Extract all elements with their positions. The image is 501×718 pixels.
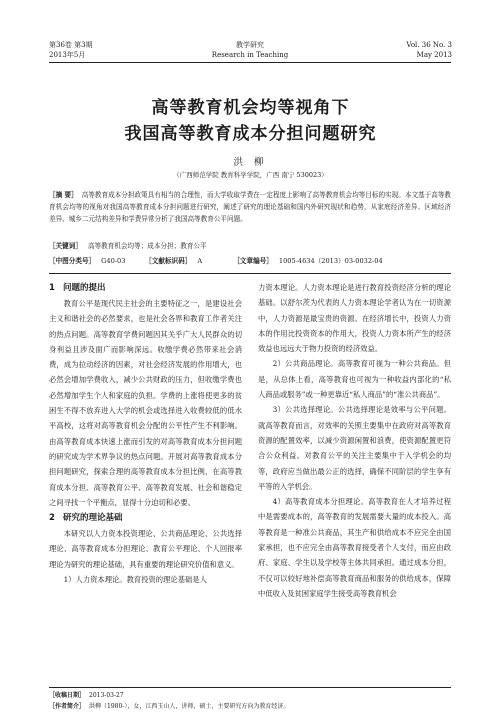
- section-title-2: 研究的理论基础: [63, 513, 123, 524]
- section-heading-1: [49, 280, 242, 296]
- keywords-text: 高等教育机会均等；成本分担；教育公平: [87, 242, 207, 250]
- header-rule: [49, 62, 451, 63]
- author-affiliation: （广西师范学院 教育科学学院，广西 南宁 530023）: [173, 171, 328, 179]
- clc-label: ［中图分类号］: [49, 257, 96, 265]
- section-number-1: 1: [49, 283, 55, 293]
- author-bio-value: 洪柳（1980-），女，江西玉山人，讲师，硕士，主要研究方向为教育经济。: [89, 703, 290, 710]
- paragraph-human-capital: 1）人力资本理论。教育投资的理论基础是人: [63, 575, 207, 585]
- volume-issue: 第36卷 第3期: [49, 41, 93, 49]
- keywords: [49, 240, 451, 252]
- journal-name: 教学研究: [236, 41, 264, 49]
- paragraph-human-capital-cont: 力资本理论。人力资本理论是进行教育投资经济分析的理论基础。以舒尔茨为代表的人力资本理论学者认为在一切资源中，人力资源是最宝贵的资源。在经济增长中，投资人力资本的作用比投资资本的作用大，投资人力资本所产生的经济效益也远远大于物力投资的经济效益。: [258, 283, 451, 354]
- abstract: [49, 189, 451, 225]
- author-name: 洪 柳: [233, 157, 268, 168]
- paragraph-theory-overview: 本研究以人力资本投资理论、公共商品理论、公共选择理论、高等教育成本分担理论、教育公平理论、个人回报率理论为研究的理论基础，具有重要的理论研究价值和意义。: [49, 529, 242, 569]
- document-code-value: A: [197, 257, 203, 265]
- author-bio-label: ［作者简介］: [49, 703, 86, 710]
- clc-value: G40-03: [101, 257, 126, 265]
- publication-date: 2013年5月: [49, 51, 86, 59]
- classification-line: [49, 255, 451, 267]
- paragraph-public-goods: 2）公共商品理论。高等教育可视为一种公共商品。但是，从总体上看，高等教育也可视为一种收益内部化的“私人商品或服务”或一种更靠近“私人商品”的“准公共商品”。: [258, 359, 451, 400]
- keywords-label: ［关键词］: [49, 242, 82, 250]
- section-title-1: 问题的提出: [63, 283, 106, 293]
- received-date: [49, 691, 451, 701]
- paragraph-introduction: 教育公平是现代民主社会的主要特征之一，是建设社会主义和谐社会的必然要求，也是社会各界和教育工作者关注的热点问题。高等教育学费问题因其关乎广大人民群众的切身利益且涉及面广而影响深远。收缴学费必然带来社会消费，成为拉动经济的因素，对社会经济发展的作用增大，也必然会增加学费收入，减少公共财政的压力，但收缴学费也必然增加学生个人和家庭的负担。学费的上涨将使更多的贫困生不得不放弃进入大学的机会或选择进入收费较低的低水平高校，这将对高等教育机会分配的公平性产生不利影响。由高等教育成本快速上涨而引发的对高等教育成本分担问题的研究成为学术界争议的热点问题。开展对高等教育成本分担问题研究，探索合理的高等教育成本分担比例，在高等教育成本分担、高等教育公平、高等教育发展、社会和谐稳定之间寻找一个平衡点，显得十分迫切和必要。: [49, 299, 242, 507]
- author-bio: [49, 702, 451, 712]
- section-number-2: 2: [49, 513, 55, 524]
- article-title-line1: 高等教育机会均等视角下: [151, 98, 350, 118]
- section-heading-2: [49, 510, 242, 526]
- article-title-line2: 我国高等教育成本分担问题研究: [124, 124, 377, 144]
- abstract-label: ［摘 要］: [49, 191, 78, 199]
- body-right-column: [258, 280, 451, 601]
- received-value: 2013-03-27: [89, 692, 124, 699]
- footnote-rule: [49, 687, 451, 688]
- journal-name-english: Research in Teaching: [211, 51, 289, 59]
- article-number-value: 1005-4634（2013）03-0032-04: [278, 257, 383, 265]
- document-code-label: ［文献标识码］: [145, 257, 192, 265]
- paragraph-public-choice: 3）公共选择理论。公共选择理论是效率与公平问题。就高等教育而言，对效率的关照主要集中在政府对高等教育资源的配置效率，以减少资源闲置和浪费，使资源配置更符合公众利益。对教育公平的关注主要集中于入学机会的均等，政府应当做出最公正的选择，确保不同阶层的学生享有平等的入学机会。: [258, 405, 451, 491]
- volume-issue-english: Vol. 36 No. 3: [406, 41, 452, 49]
- paragraph-cost-sharing: 4）高等教育成本分担理论。高等教育在人才培养过程中是需要成本的，高等教育的发展需要大量的成本投入。高等教育是一种准公共商品，其生产和供给成本不应完全由国家承担，也不应完全由高等教育接受者个人支付，而应由政府、家庭、学生以及学校等主体共同承担。通过成本分担，不仅可以较好地补偿高等教育商品和服务的供给成本，保障中低收入及贫困家庭学生接受高等教育机会: [258, 497, 451, 598]
- body-left-column: [49, 280, 242, 587]
- article-number-label: ［文章编号］: [233, 257, 273, 265]
- abstract-rule: [49, 273, 451, 274]
- publication-date-english: May 2013: [416, 51, 452, 59]
- abstract-text: 高等教育成本分担政策具有相当的合理性，而大学收取学费在一定程度上影响了高等教育机会均等目标的实现。本文基于高等教育机会均等的视角对我国高等教育成本分担问题进行研究，阐述了研究的理论基础和国内外研究现状和趋势，从家庭经济差异、区域经济差异、城乡二元结构差异和学费异常分析了我国高等教育公平问题。: [49, 191, 452, 223]
- received-label: ［收稿日期］: [49, 692, 86, 699]
